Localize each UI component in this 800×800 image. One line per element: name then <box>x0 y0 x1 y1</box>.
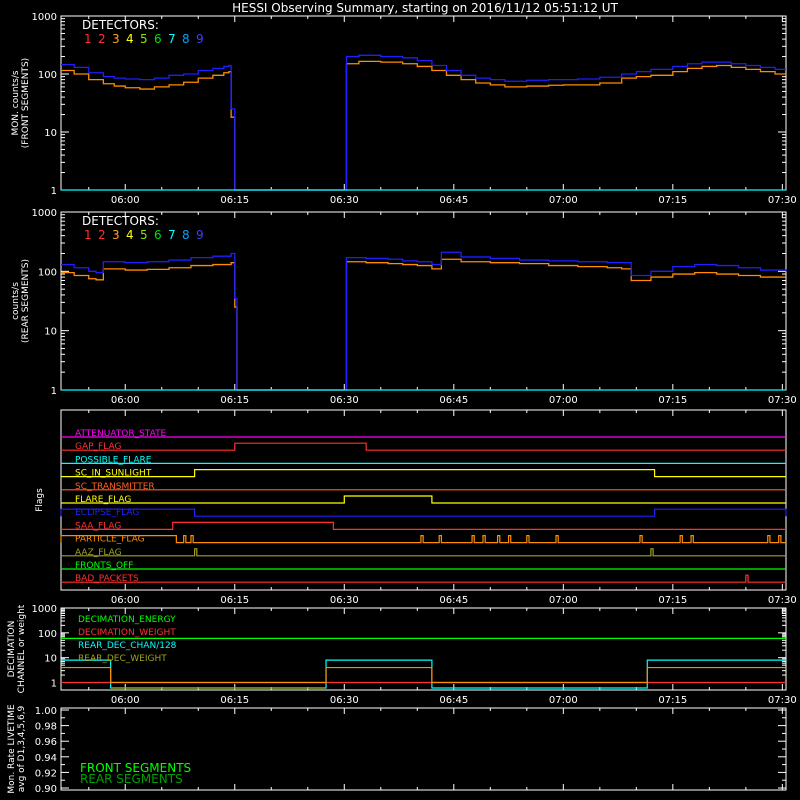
y-tick-label: 100 <box>37 628 57 640</box>
detectors-legend-title: DETECTORS: <box>82 214 159 228</box>
detector-number-1: 1 <box>84 228 92 242</box>
y-tick-label: 10 <box>44 326 57 338</box>
detector-number-6: 6 <box>154 228 162 242</box>
flag-label: FRONTS_OFF <box>75 561 134 571</box>
x-tick-label: 07:30 <box>767 395 797 406</box>
y-tick-label: 0.98 <box>34 721 57 733</box>
y-tick-label: 1 <box>50 186 57 197</box>
flag-trace <box>61 442 786 453</box>
x-tick-label: 07:00 <box>548 195 578 206</box>
rate-series-0 <box>61 61 786 190</box>
y-axis-label <box>11 58 31 148</box>
flag-label: ECLIPSE_FLAG <box>75 508 140 519</box>
detector-number-4: 4 <box>126 228 134 242</box>
x-tick-label: 06:00 <box>110 595 140 606</box>
flag-label: AAZ_FLAG <box>75 547 122 558</box>
y-axis-label-line: counts/s <box>11 282 21 320</box>
x-tick-label: 07:00 <box>548 395 578 406</box>
y-axis-label-line: avg of D1,3,4,5,6,9 <box>17 705 27 793</box>
flag-label: SAA_FLAG <box>75 521 122 532</box>
y-tick-label: 0.96 <box>34 737 57 749</box>
detector-number-4: 4 <box>126 32 134 46</box>
detector-number-9: 9 <box>196 32 204 46</box>
flag-label: POSSIBLE_FLARE <box>75 455 152 466</box>
y-tick-label: 1000 <box>31 208 57 219</box>
flag-trace <box>61 508 786 519</box>
livetime-legend-item: REAR SEGMENTS <box>80 772 183 786</box>
detector-number-7: 7 <box>168 32 176 46</box>
flag-label: GAP_FLAG <box>75 442 122 453</box>
detector-number-5: 5 <box>140 228 148 242</box>
flag-label: BAD_PACKETS <box>75 574 139 585</box>
flag-trace <box>61 470 786 477</box>
x-tick-label: 06:15 <box>220 695 250 706</box>
x-tick-label: 06:45 <box>439 595 469 606</box>
y-axis-label <box>35 488 45 512</box>
decimation-series-3 <box>61 668 786 683</box>
x-tick-label: 06:30 <box>329 695 359 706</box>
y-axis-label <box>7 704 27 794</box>
y-axis-label-line: DECIMATION <box>7 620 17 678</box>
detector-number-3: 3 <box>112 32 120 46</box>
x-tick-label: 06:00 <box>110 695 140 706</box>
x-tick-label: 07:15 <box>658 395 688 406</box>
y-axis-label <box>11 259 31 343</box>
figure-title: HESSI Observing Summary, starting on 2016/11/12 05:51:12 UT <box>232 1 618 15</box>
flag-label: SC_IN_SUNLIGHT <box>75 468 152 479</box>
flag-trace <box>61 496 786 503</box>
x-tick-label: 07:00 <box>548 695 578 706</box>
y-tick-label: 1 <box>50 386 57 397</box>
x-tick-label: 06:45 <box>439 395 469 406</box>
y-axis-label <box>7 604 27 693</box>
y-tick-label: 0.92 <box>34 768 57 780</box>
x-tick-label: 06:45 <box>439 695 469 706</box>
detector-number-2: 2 <box>98 228 106 242</box>
y-axis-label-line: (REAR SEGMENTS) <box>21 258 31 344</box>
x-tick-label: 06:15 <box>220 595 250 606</box>
flag-label: ATTENUATOR_STATE <box>75 429 167 439</box>
decimation-legend-item: REAR_DEC_CHAN/128 <box>78 641 177 651</box>
x-tick-label: 06:15 <box>220 195 250 206</box>
x-tick-label: 06:00 <box>110 395 140 406</box>
y-tick-label: 0.90 <box>34 784 57 795</box>
flag-label: SC_TRANSMITTER <box>75 481 155 492</box>
x-tick-label: 06:15 <box>220 395 250 406</box>
y-axis-label-line: Mon. Rate LIVETIME <box>7 704 17 794</box>
y-axis-label-line: (FRONT SEGMENTS) <box>21 57 31 149</box>
detector-number-8: 8 <box>182 32 190 46</box>
x-tick-label: 07:15 <box>658 595 688 606</box>
y-tick-label: 1.00 <box>34 706 57 717</box>
x-tick-label: 07:15 <box>658 195 688 206</box>
x-tick-label: 06:00 <box>110 195 140 206</box>
detector-number-2: 2 <box>98 32 106 46</box>
decimation-series-2 <box>61 660 786 688</box>
y-axis-label-line: CHANNEL or weight <box>17 604 27 694</box>
livetime-legend-item: FRONT SEGMENTS <box>80 761 192 775</box>
detector-number-5: 5 <box>140 32 148 46</box>
x-tick-label: 07:30 <box>767 595 797 606</box>
y-tick-label: 1000 <box>31 12 57 23</box>
detector-number-9: 9 <box>196 228 204 242</box>
flag-label: PARTICLE_FLAG <box>75 534 145 545</box>
detector-number-1: 1 <box>84 32 92 46</box>
y-axis-label-line: Flags <box>35 488 45 512</box>
y-tick-label: 100 <box>37 267 57 279</box>
flag-trace <box>61 549 786 556</box>
y-tick-label: 0.94 <box>34 752 57 764</box>
rate-series-0 <box>61 259 786 390</box>
x-tick-label: 07:15 <box>658 695 688 706</box>
decimation-legend-item: REAR_DEC_WEIGHT <box>78 654 167 664</box>
x-tick-label: 06:45 <box>439 195 469 206</box>
detector-number-3: 3 <box>112 228 120 242</box>
decimation-legend-item: DECIMATION_WEIGHT <box>78 628 176 638</box>
x-tick-label: 06:30 <box>329 195 359 206</box>
rate-series-1 <box>61 55 786 190</box>
x-tick-label: 06:30 <box>329 595 359 606</box>
y-tick-label: 1000 <box>31 604 57 615</box>
flag-trace <box>61 536 786 543</box>
flag-trace <box>61 574 786 585</box>
y-tick-label: 10 <box>44 128 57 139</box>
x-tick-label: 07:00 <box>548 595 578 606</box>
y-axis-label-line: MON. counts/s <box>11 70 21 136</box>
flag-trace <box>61 521 786 532</box>
y-tick-label: 1 <box>50 678 57 690</box>
rate-series-1 <box>61 252 786 390</box>
decimation-legend-item: DECIMATION_ENERGY <box>78 615 176 625</box>
y-tick-label: 10 <box>44 653 57 665</box>
x-tick-label: 07:30 <box>767 195 797 206</box>
flag-label: FLARE_FLAG <box>75 495 132 505</box>
detectors-legend-title: DETECTORS: <box>82 18 159 32</box>
x-tick-label: 07:30 <box>767 695 797 706</box>
x-tick-label: 06:30 <box>329 395 359 406</box>
detector-number-7: 7 <box>168 228 176 242</box>
detector-number-8: 8 <box>182 228 190 242</box>
detector-number-6: 6 <box>154 32 162 46</box>
y-tick-label: 100 <box>37 70 57 81</box>
